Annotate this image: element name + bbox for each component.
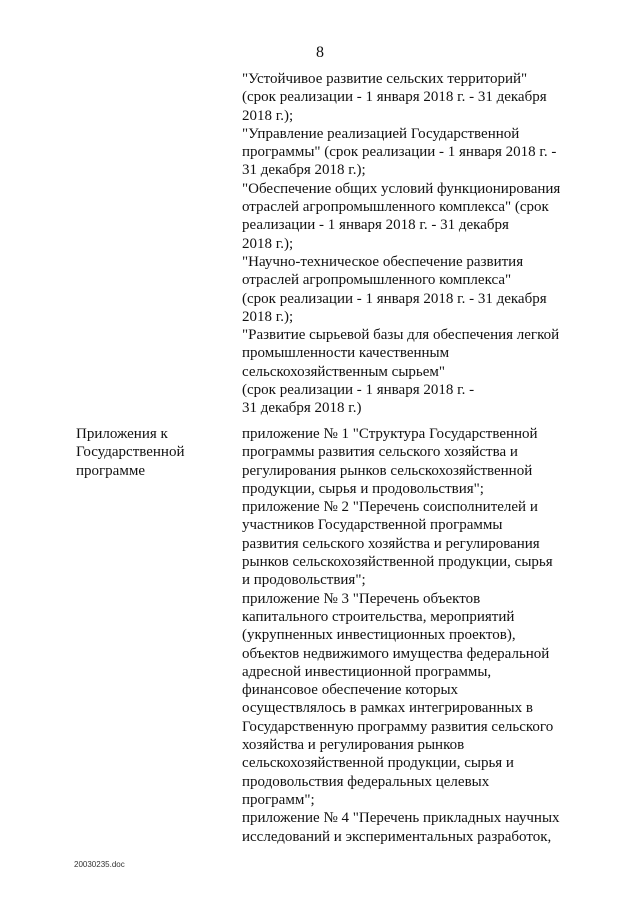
text-line: участников Государственной программы — [242, 517, 503, 534]
text-line: программы развития сельского хозяйства и — [242, 444, 518, 461]
text-line: программы" (срок реализации - 1 января 2018 г. - — [242, 144, 557, 161]
text-line: 31 декабря 2018 г.); — [242, 162, 366, 179]
subprogram-item — [242, 125, 572, 180]
appendices-label — [76, 425, 236, 480]
text-line: сельскохозяйственным сырьем" — [242, 363, 446, 380]
text-line: 2018 г.); — [242, 308, 294, 325]
label-line: Приложения к — [76, 426, 168, 442]
text-line: (срок реализации - 1 января 2018 г. - 31 декабря — [242, 290, 547, 307]
text-line: приложение № 3 "Перечень объектов — [242, 590, 481, 607]
appendix-item — [242, 498, 572, 589]
text-line: продукции, сырья и продовольствия"; — [242, 480, 484, 497]
appendix-item — [242, 425, 572, 498]
text-line: адресной инвестиционной программы, — [242, 663, 492, 680]
text-line: "Научно-техническое обеспечение развития — [242, 253, 524, 270]
label-line: Государственной — [76, 444, 185, 461]
page-number: 8 — [316, 44, 324, 61]
text-line: (срок реализации - 1 января 2018 г. - 31 декабря — [242, 89, 547, 106]
footer-filename: 20030235.doc — [74, 860, 125, 869]
text-line: и продовольствия"; — [242, 572, 366, 589]
appendix-item — [242, 809, 572, 846]
text-line: "Развитие сырьевой базы для обеспечения легкой — [242, 327, 560, 344]
text-line: (срок реализации - 1 января 2018 г. - — [242, 382, 475, 399]
text-line: Государственную программу развития сельского — [242, 718, 554, 735]
text-line: осуществлялось в рамках интегрированных в — [242, 700, 533, 717]
subprogram-item — [242, 70, 572, 125]
text-line: отраслей агропромышленного комплекса" — [242, 272, 512, 289]
text-line: "Обеспечение общих условий функционирования — [242, 180, 561, 197]
subprogram-item — [242, 326, 572, 417]
text-line: регулирования рынков сельскохозяйственной — [242, 462, 533, 479]
text-line: объектов недвижимого имущества федеральной — [242, 645, 550, 662]
text-line: исследований и экспериментальных разработок, — [242, 828, 552, 845]
text-line: рынков сельскохозяйственной продукции, сырья — [242, 554, 553, 571]
text-line: капитального строительства, мероприятий — [242, 608, 515, 625]
text-line: (укрупненных инвестиционных проектов), — [242, 627, 516, 644]
text-line: реализации - 1 января 2018 г. - 31 декабря — [242, 217, 509, 234]
text-line: сельскохозяйственной продукции, сырья и — [242, 755, 514, 772]
text-line: хозяйства и регулирования рынков — [242, 737, 465, 754]
text-line: приложение № 4 "Перечень прикладных научных — [242, 810, 560, 827]
text-line: приложение № 1 "Структура Государственной — [242, 426, 538, 442]
text-line: программ"; — [242, 791, 315, 808]
text-line: финансовое обеспечение которых — [242, 682, 459, 699]
subprograms-list — [242, 70, 572, 418]
text-line: 2018 г.); — [242, 235, 294, 252]
text-line: приложение № 2 "Перечень соисполнителей и — [242, 499, 538, 516]
subprogram-item — [242, 253, 572, 326]
text-line: "Управление реализацией Государственной — [242, 125, 520, 142]
text-line: 31 декабря 2018 г.) — [242, 400, 362, 417]
text-line: промышленности качественным — [242, 345, 450, 362]
text-line: "Устойчивое развитие сельских территорий" — [242, 71, 528, 87]
text-line: отраслей агропромышленного комплекса" (срок — [242, 199, 549, 216]
text-line: 2018 г.); — [242, 107, 294, 124]
appendices-list — [242, 425, 572, 846]
text-line: продовольствия федеральных целевых — [242, 773, 490, 790]
label-line: программе — [76, 462, 145, 479]
appendix-item — [242, 590, 572, 810]
subprogram-item — [242, 180, 572, 253]
text-line: развития сельского хозяйства и регулирования — [242, 535, 540, 552]
